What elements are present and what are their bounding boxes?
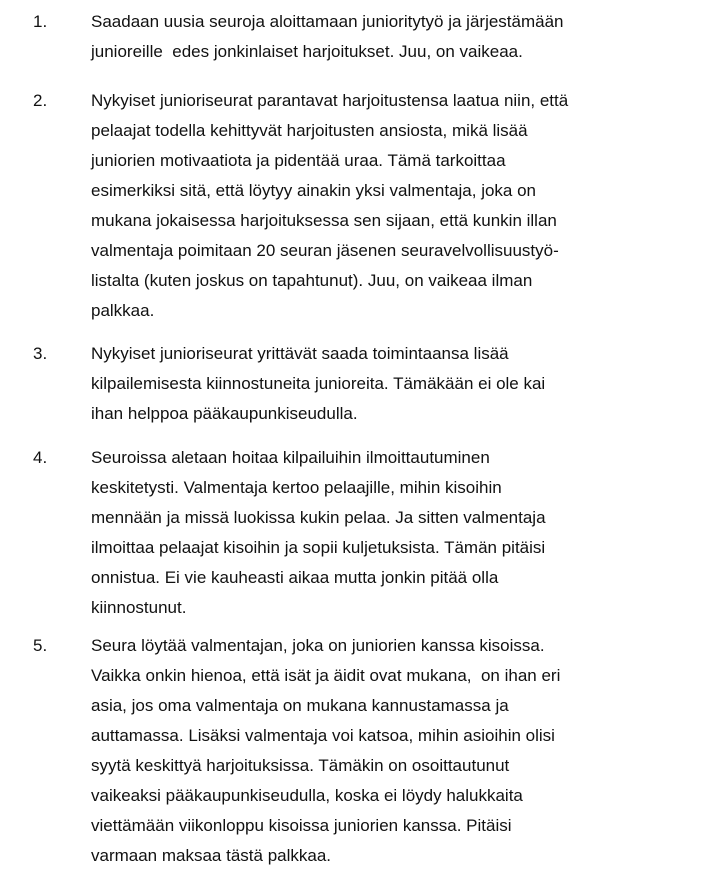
item-text	[91, 631, 706, 871]
text-line: Nykyiset junioriseurat yrittävät saada toimintaansa lisää	[91, 344, 509, 363]
text-line: kiinnostunut.	[91, 598, 187, 617]
text-line: pelaajat todella kehittyvät harjoitusten ansiosta, mikä lisää	[91, 121, 528, 140]
text-line: ihan helppoa pääkaupunkiseudulla.	[91, 404, 358, 423]
text-line: vaikeaksi pääkaupunkiseudulla, koska ei löydy halukkaita	[91, 786, 523, 805]
text-line: Vaikka onkin hienoa, että isät ja äidit ovat mukana, on ihan eri	[91, 666, 561, 685]
text-line: syytä keskittyä harjoituksissa. Tämäkin on osoittautunut	[91, 756, 510, 775]
text-line: keskitetysti. Valmentaja kertoo pelaajille, mihin kisoihin	[91, 478, 502, 497]
item-text	[91, 339, 706, 429]
item-text	[91, 443, 706, 623]
text-line: viettämään viikonloppu kisoissa juniorien kanssa. Pitäisi	[91, 816, 512, 835]
text-line: Saadaan uusia seuroja aloittamaan junioritytyö ja järjestämään	[91, 12, 564, 31]
text-line: varmaan maksaa tästä palkkaa.	[91, 846, 332, 865]
item-number: 2.	[33, 91, 48, 110]
text-line: Seura löytää valmentajan, joka on juniorien kanssa kisoissa.	[91, 636, 545, 655]
text-line: onnistua. Ei vie kauheasti aikaa mutta jonkin pitää olla	[91, 568, 499, 587]
text-line: juniorien motivaatiota ja pidentää uraa. Tämä tarkoittaa	[91, 151, 506, 170]
item-text	[91, 7, 706, 67]
text-line: Nykyiset junioriseurat parantavat harjoitustensa laatua niin, että	[91, 91, 569, 110]
item-text	[91, 86, 706, 326]
text-line: listalta (kuten joskus on tapahtunut). Juu, on vaikeaa ilman	[91, 271, 533, 290]
text-line: mennään ja missä luokissa kukin pelaa. Ja sitten valmentaja	[91, 508, 546, 527]
item-number: 3.	[33, 344, 48, 363]
text-line: kilpailemisesta kiinnostuneita junioreita. Tämäkään ei ole kai	[91, 374, 546, 393]
item-number: 4.	[33, 448, 48, 467]
item-number: 5.	[33, 636, 48, 655]
text-line: junioreille edes jonkinlaiset harjoitukset. Juu, on vaikeaa.	[91, 42, 523, 61]
text-line: valmentaja poimitaan 20 seuran jäsenen seuravelvollisuustyö-	[91, 241, 559, 260]
text-line: Seuroissa aletaan hoitaa kilpailuihin ilmoittautuminen	[91, 448, 490, 467]
item-number: 1.	[33, 12, 48, 31]
text-line: mukana jokaisessa harjoituksessa sen sijaan, että kunkin illan	[91, 211, 557, 230]
text-line: asia, jos oma valmentaja on mukana kannustamassa ja	[91, 696, 509, 715]
text-line: esimerkiksi sitä, että löytyy ainakin yksi valmentaja, joka on	[91, 181, 537, 200]
text-line: auttamassa. Lisäksi valmentaja voi katsoa, mihin asioihin olisi	[91, 726, 555, 745]
text-line: ilmoittaa pelaajat kisoihin ja sopii kuljetuksista. Tämän pitäisi	[91, 538, 546, 557]
text-line: palkkaa.	[91, 301, 155, 320]
